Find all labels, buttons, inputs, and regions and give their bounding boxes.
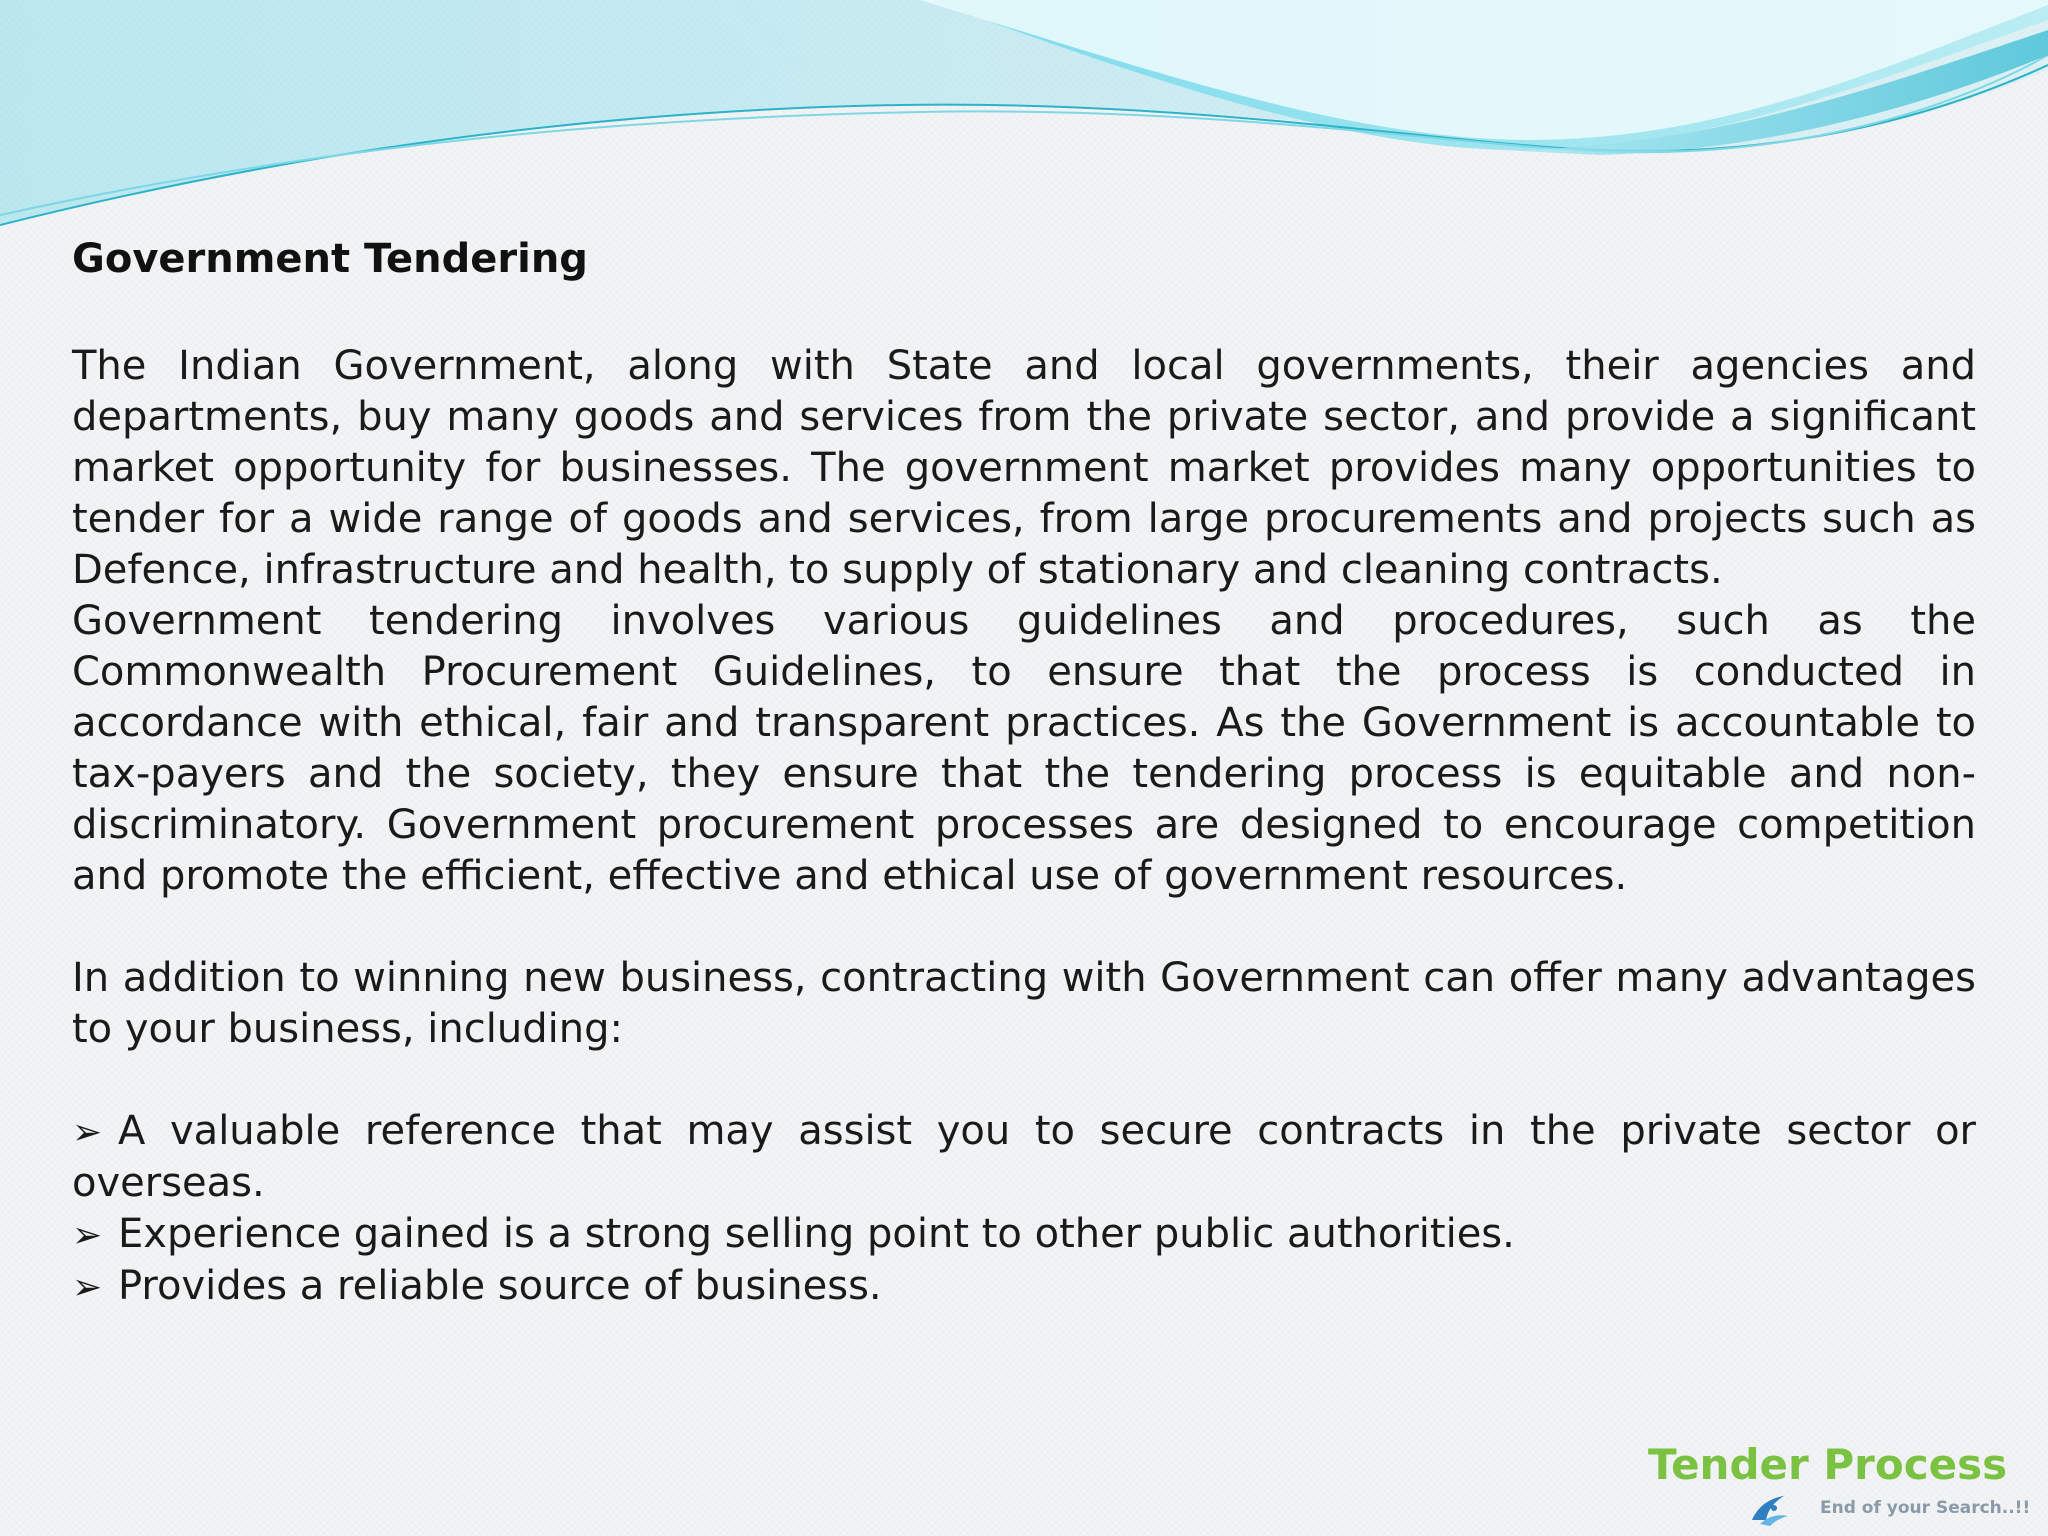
list-item [72,1261,1976,1313]
arrow-bullet-icon: ➢ [72,1112,103,1153]
arrow-bullet-icon: ➢ [72,1267,103,1308]
spacer [72,1055,1976,1106]
list-item-text: Experience gained is a strong selling point to other public authorities. [118,1211,1515,1257]
list-item-text: Provides a reliable source of business. [118,1263,882,1309]
paragraph-advantages: In addition to winning new business, contracting with Government can offer many advantages to your business, including: [72,955,1976,1052]
paragraph-intro: The Indian Government, along with State and local governments, their agencies and departments, buy many goods and services from the private sector, and provide a significant market opportunity for businesses. The government market provides many opportunities to tender for a wide range of goods and services, from large procurements and projects such as Defence, infrastructure and health, to supply of stationary and cleaning contracts. [72,343,1976,593]
swirl-icon [1748,1490,1790,1526]
advantages-list [72,1106,1976,1313]
header-wave-decoration [0,0,2048,240]
list-item [72,1106,1976,1209]
spacer [72,902,1976,953]
logo-wordmark: Tender Process [1648,1440,2008,1489]
logo-tagline: End of your Search..!! [1820,1498,2031,1518]
list-item [72,1209,1976,1261]
slide-title: Government Tendering [72,236,588,282]
tender-process-logo [1640,1440,2036,1530]
list-item-text: A valuable reference that may assist you to secure contracts in the private sector or overseas. [72,1108,1976,1206]
paragraph-guidelines: Government tendering involves various guidelines and procedures, such as the Commonwealth Procurement Guidelines, to ensure that the process is conducted in accordance with ethical, fair and transparent practices. As the Government is accountable to tax-payers and the society, they ensure that the tendering process is equitable and non-discriminatory. Government procurement processes are designed to encourage competition and promote the efficient, effective and ethical use of government resources. [72,598,1976,899]
spacer [72,290,1976,341]
arrow-bullet-icon: ➢ [72,1215,103,1256]
slide-content [72,228,1976,1313]
